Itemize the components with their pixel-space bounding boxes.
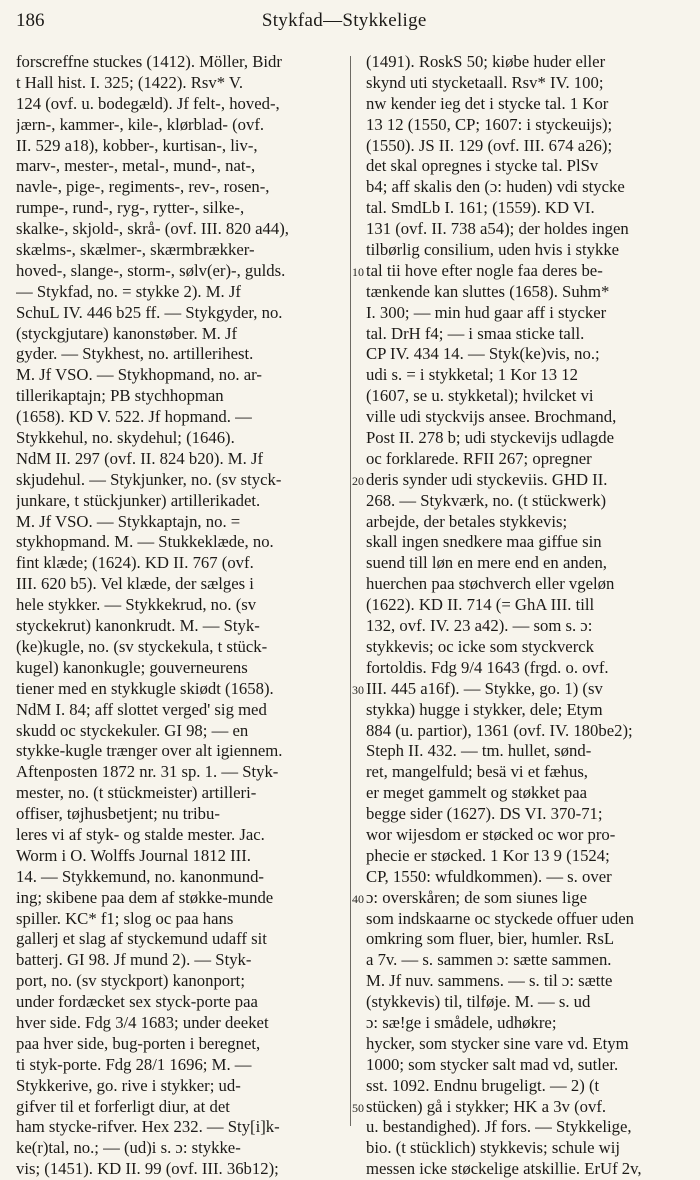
text-line: styckekrut) kanonkrudt. M. — Styk-: [16, 616, 260, 636]
text-line: forscreffne stuckes (1412). Möller, Bidr: [16, 52, 282, 71]
text-line: b4; aff skalis den (ɔ: huden) vdi stycke: [366, 177, 625, 197]
text-line: spiller. KC* f1; slog oc paa hans: [16, 908, 234, 928]
text-line: jærn-, kammer-, kile-, klørblad- (ovf.: [16, 114, 265, 134]
text-line: (1550). JS II. 129 (ovf. III. 674 a26);: [366, 135, 613, 155]
text-line: a 7v. — s. sammen ɔ: sætte sammen.: [366, 950, 612, 970]
text-line: wor wijesdom er støcked oc wor pro-: [366, 824, 616, 844]
text-line: junkare, t stückjunker) artillerikadet.: [16, 490, 261, 510]
text-line: deris synder udi styckeviis. GHD II.: [366, 469, 608, 489]
text-line: suend till løn en mere end en anden,: [366, 553, 607, 573]
text-line: 1000; som stycker salt mad vd, sutler.: [366, 1054, 619, 1074]
text-line: II. 529 a18), kobber-, kurtisan-, liv-,: [16, 135, 258, 155]
line-number: 20: [352, 474, 364, 488]
text-line: tal. DrH f4; — i smaa sticke tall.: [366, 323, 585, 343]
page-header: [16, 10, 684, 36]
text-line: (1658). KD V. 522. Jf hopmand. —: [16, 407, 252, 427]
text-line: messen icke støckelige atskillie. ErUf 2v,: [366, 1159, 642, 1179]
text-line: (1622). KD II. 714 (= GhA III. till: [366, 595, 595, 615]
line-number: 10: [352, 265, 364, 279]
text-line: sst. 1092. Endnu brugeligt. — 2) (t: [366, 1075, 600, 1095]
text-line: (stykkevis) til, tilføje. M. — s. ud: [366, 992, 591, 1012]
text-line: nw kender ieg det i stycke tal. 1 Kor: [366, 93, 609, 113]
text-line: tillerikaptajn; PB stychhopman: [16, 386, 224, 406]
text-line: III. 620 b5). Vel klæde, der sælges i: [16, 574, 254, 594]
column-divider: [350, 56, 351, 1126]
text-line: marv-, mester-, metal-, mund-, nat-,: [16, 156, 256, 176]
text-line: navle-, pige-, regiments-, rev-, rosen-,: [16, 177, 270, 197]
text-line: ing; skibene paa dem af støkke-munde: [16, 887, 274, 907]
text-line: 131 (ovf. II. 738 a54); der holdes ingen: [366, 219, 629, 239]
text-line: tal. SmdLb I. 161; (1559). KD VI.: [366, 198, 595, 218]
running-head: Stykfad—Stykkelige: [261, 10, 427, 31]
left-column: [16, 52, 338, 1180]
text-line: Stykkerive, go. rive i stykker; ud-: [16, 1075, 241, 1095]
text-line: 124 (ovf. u. bodegæld). Jf felt-, hoved-,: [16, 93, 280, 113]
text-line: ɔ: sæ!ge i smådele, udhøkre;: [366, 1012, 557, 1032]
text-line: (1491). RoskS 50; kiøbe huder eller: [366, 52, 606, 71]
text-line: (ke)kugle, no. (sv styckekula, t stück-: [16, 636, 268, 656]
text-line: oc forklarede. RFII 267; opregner: [366, 448, 592, 468]
text-line: NdM I. 84; aff slottet verged' sig med: [16, 699, 267, 719]
text-line: Worm i O. Wolffs Journal 1812 III.: [16, 845, 251, 865]
text-line: rumpe-, rund-, ryg-, rytter-, silke-,: [16, 198, 245, 218]
text-line: phecie er støcked. 1 Kor 13 9 (1524;: [366, 845, 610, 865]
line-number: 50: [352, 1101, 364, 1115]
text-line: III. 445 a16f). — Stykke, go. 1) (sv: [366, 678, 603, 698]
text-line: — Stykfad, no. = stykke 2). M. Jf: [16, 281, 241, 301]
text-line: Stykkehul, no. skydehul; (1646).: [16, 428, 235, 448]
text-line: ɔ: overskåren; de som siunes lige: [366, 887, 588, 907]
text-line: skalke-, skjold-, skrå- (ovf. III. 820 a44),: [16, 219, 289, 239]
text-line: u. bestandighed). Jf fors. — Stykkelige,: [366, 1117, 632, 1137]
text-line: vis; (1451). KD II. 99 (ovf. III. 36b12);: [16, 1159, 279, 1179]
text-line: tilbørlig consilium, uden hvis i stykke: [366, 240, 620, 260]
text-line: gifver til et forferligt diur, at det: [16, 1096, 230, 1116]
text-line: ham stycke-rifver. Hex 232. — Sty[i]k-: [16, 1117, 280, 1137]
text-line: Post II. 278 b; udi styckevijs udlagde: [366, 428, 614, 448]
text-line: hele stykker. — Stykkekrud, no. (sv: [16, 595, 257, 615]
text-line: 132, ovf. IV. 23 a42). — som s. ɔ:: [366, 616, 593, 636]
text-line: M. Jf nuv. sammens. — s. til ɔ: sætte: [366, 971, 613, 991]
text-line: ti styk-porte. Fdg 28/1 1696; M. —: [16, 1054, 252, 1074]
text-line: 13 12 (1550, CP; 1607: i styckeuijs);: [366, 114, 613, 134]
text-line: stykke-kugle trænger over alt igiennem.: [16, 741, 283, 761]
text-line: leres vi af styk- og stalde mester. Jac.: [16, 824, 265, 844]
text-line: skælms-, skælmer-, skærmbrækker-: [16, 240, 255, 260]
text-line: tiener med en stykkugle skiødt (1658).: [16, 678, 274, 698]
text-line: gallerj et slag af styckemund udaff sit: [16, 929, 267, 949]
page-number: 186: [16, 10, 45, 31]
text-line: omkring som fluer, bier, humler. RsL: [366, 929, 615, 949]
text-line: stykkevis; oc icke som styckverck: [366, 636, 595, 656]
text-line: M. Jf VSO. — Stykhopmand, no. ar-: [16, 365, 262, 385]
text-line: Aftenposten 1872 nr. 31 sp. 1. — Styk-: [16, 762, 279, 782]
text-line: under fordæcket sex styck-porte paa: [16, 992, 258, 1012]
text-line: M. Jf VSO. — Stykkaptajn, no. =: [16, 511, 241, 531]
text-line: tal tii hove efter nogle faa deres be-: [366, 260, 603, 280]
text-line: mester, no. (t stückmeister) artilleri-: [16, 783, 257, 803]
text-line: skudd oc styckekuler. GI 98; — en: [16, 720, 249, 740]
text-line: NdM II. 297 (ovf. II. 824 b20). M. Jf: [16, 448, 264, 468]
right-column: [366, 52, 686, 1180]
text-line: port, no. (sv styckport) kanonport;: [16, 971, 245, 991]
text-line: ke(r)tal, no.; — (ud)i s. ɔ: stykke-: [16, 1138, 241, 1158]
text-line: (styckgjutare) kanonstøber. M. Jf: [16, 323, 238, 343]
text-line: skall ingen snedkere maa giffue sin: [366, 532, 602, 552]
text-line: stykhopmand. M. — Stukkeklæde, no.: [16, 532, 274, 552]
text-line: Steph II. 432. — tm. hullet, sønd-: [366, 741, 592, 761]
text-line: CP IV. 434 14. — Styk(ke)vis, no.;: [366, 344, 600, 364]
text-line: fortoldis. Fdg 9/4 1643 (frgd. o. ovf.: [366, 657, 609, 677]
text-line: kugel) kanonkugle; gouverneurens: [16, 657, 248, 677]
text-line: (1607, se u. stykketal); hvilcket vi: [366, 386, 594, 406]
text-line: begge sider (1627). DS VI. 370-71;: [366, 804, 603, 824]
text-line: I. 300; — min hud gaar aff i stycker: [366, 302, 607, 322]
text-line: huerchen paa støchverch eller vgeløn: [366, 574, 615, 594]
text-line: skynd uti stycketaall. Rsv* IV. 100;: [366, 72, 604, 92]
line-number: 40: [352, 892, 364, 906]
text-line: hoved-, slange-, storm-, sølv(er)-, gulds.: [16, 260, 286, 280]
text-line: som indskaarne oc styckede offuer uden: [366, 908, 634, 928]
text-line: CP, 1550: wfuldkommen). — s. over: [366, 866, 612, 886]
text-line: stücken) gå i stykker; HK a 3v (ovf.: [366, 1096, 607, 1116]
text-line: 14. — Stykkemund, no. kanonmund-: [16, 866, 264, 886]
text-line: skjudehul. — Stykjunker, no. (sv styck-: [16, 469, 282, 489]
text-line: hver side. Fdg 3/4 1683; under deeket: [16, 1012, 269, 1032]
text-line: ret, mangelfuld; besä vi et fæhus,: [366, 762, 588, 782]
text-line: paa hver side, bug-porten i beregnet,: [16, 1033, 261, 1053]
text-line: stykka) hugge i stykker, dele; Etym: [366, 699, 603, 719]
text-line: ville udi styckvijs ansee. Brochmand,: [366, 407, 617, 427]
text-line: bio. (t stücklich) stykkevis; schule wij: [366, 1138, 620, 1158]
text-line: udi s. = i stykketal; 1 Kor 13 12: [366, 365, 578, 385]
text-line: SchuL IV. 446 b25 ff. — Stykgyder, no.: [16, 302, 283, 322]
text-line: t Hall hist. I. 325; (1422). Rsv* V.: [16, 72, 243, 92]
text-line: hycker, som stycker sine vare vd. Etym: [366, 1033, 629, 1053]
line-number: 30: [352, 683, 364, 697]
text-line: det skal opregnes i stycke tal. PlSv: [366, 156, 599, 176]
text-line: fint klæde; (1624). KD II. 767 (ovf.: [16, 553, 254, 573]
text-line: gyder. — Stykhest, no. artillerihest.: [16, 344, 254, 364]
text-line: arbejde, der betales stykkevis;: [366, 511, 568, 531]
text-line: batterj. GI 98. Jf mund 2). — Styk-: [16, 950, 252, 970]
text-line: 884 (u. partior), 1361 (ovf. IV. 180be2);: [366, 720, 633, 740]
text-line: 268. — Stykværk, no. (t stückwerk): [366, 490, 607, 510]
text-line: tænkende kan sluttes (1658). Suhm*: [366, 281, 610, 301]
text-line: er meget gammelt og støkket paa: [366, 783, 588, 803]
text-line: offiser, tøjhusbetjent; nu tribu-: [16, 804, 220, 824]
